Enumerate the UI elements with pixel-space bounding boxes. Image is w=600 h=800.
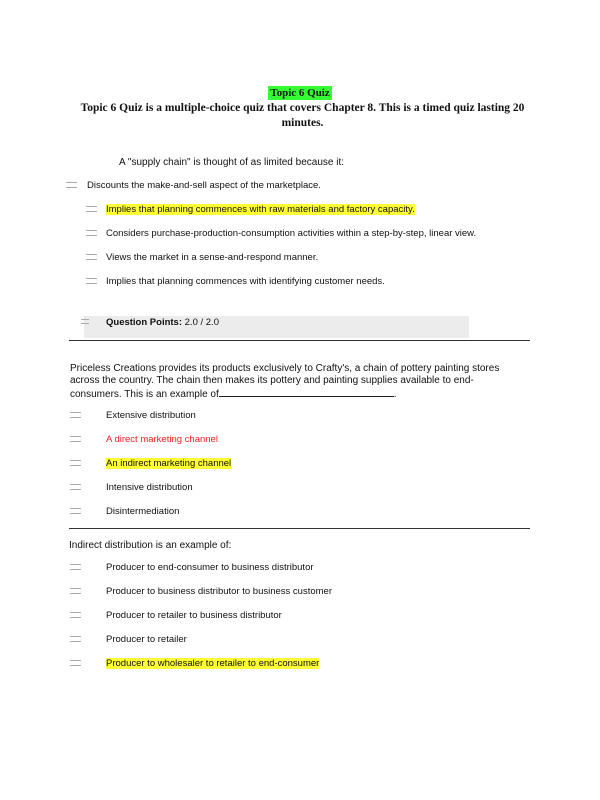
radio-icon[interactable] [70, 564, 81, 570]
q1-option-5[interactable]: Implies that planning commences with identifying customer needs. [106, 276, 385, 287]
quiz-title-wrap [0, 83, 600, 101]
divider [69, 340, 530, 341]
radio-icon[interactable] [70, 508, 81, 514]
question-2 [70, 363, 510, 401]
q2-option-2[interactable]: A direct marketing channel [106, 434, 218, 445]
q1-option-4[interactable]: Views the market in a sense-and-respond manner. [106, 252, 319, 263]
radio-icon[interactable] [86, 254, 97, 260]
q1-option-2[interactable]: Implies that planning commences with raw materials and factory capacity. [106, 204, 415, 215]
radio-icon[interactable] [86, 230, 97, 236]
q3-option-2[interactable]: Producer to business distributor to business customer [106, 586, 332, 597]
points-marker-icon [81, 319, 89, 324]
radio-icon[interactable] [70, 612, 81, 618]
points-value: 2.0 / 2.0 [184, 317, 219, 328]
radio-icon[interactable] [70, 660, 81, 666]
q3-option-5[interactable]: Producer to wholesaler to retailer to end-consumer [106, 658, 320, 669]
q2-option-3[interactable]: An indirect marketing channel [106, 458, 232, 469]
radio-icon[interactable] [86, 278, 97, 284]
q3-option-4[interactable]: Producer to retailer [106, 634, 187, 645]
radio-icon[interactable] [86, 206, 97, 212]
radio-icon[interactable] [70, 460, 81, 466]
q1-option-3[interactable]: Considers purchase-production-consumption activities within a step-by-step, linear view. [106, 228, 477, 239]
radio-icon[interactable] [70, 484, 81, 490]
radio-icon[interactable] [70, 588, 81, 594]
radio-icon[interactable] [70, 636, 81, 642]
q3-option-3[interactable]: Producer to retailer to business distributor [106, 610, 282, 621]
radio-icon[interactable] [70, 412, 81, 418]
q2-option-5[interactable]: Disintermediation [106, 506, 180, 517]
question-points [106, 317, 219, 329]
radio-icon[interactable] [66, 182, 77, 188]
q2-option-1[interactable]: Extensive distribution [106, 410, 196, 421]
question-1-text: A "supply chain" is thought of as limited because it: [119, 157, 345, 168]
radio-icon[interactable] [70, 436, 81, 442]
question-2-end: . [393, 389, 397, 400]
quiz-description: Topic 6 Quiz is a multiple-choice quiz that covers Chapter 8. This is a timed quiz lasting 20 minutes. [80, 102, 525, 129]
divider [69, 528, 530, 529]
quiz-title: Topic 6 Quiz [270, 87, 330, 99]
q3-option-1[interactable]: Producer to end-consumer to business distributor [106, 562, 314, 573]
question-3-text: Indirect distribution is an example of: [69, 540, 232, 551]
q2-option-4[interactable]: Intensive distribution [106, 482, 193, 493]
points-label: Question Points: [106, 317, 182, 328]
q1-option-1[interactable]: Discounts the make-and-sell aspect of the marketplace. [87, 180, 321, 191]
answer-blank [219, 387, 394, 397]
question-2-text: Priceless Creations provides its products exclusively to Crafty's, a chain of pottery painting stores across the country. The chain then makes its pottery and painting supplies available to end-consumers. This is an example of [70, 363, 500, 400]
